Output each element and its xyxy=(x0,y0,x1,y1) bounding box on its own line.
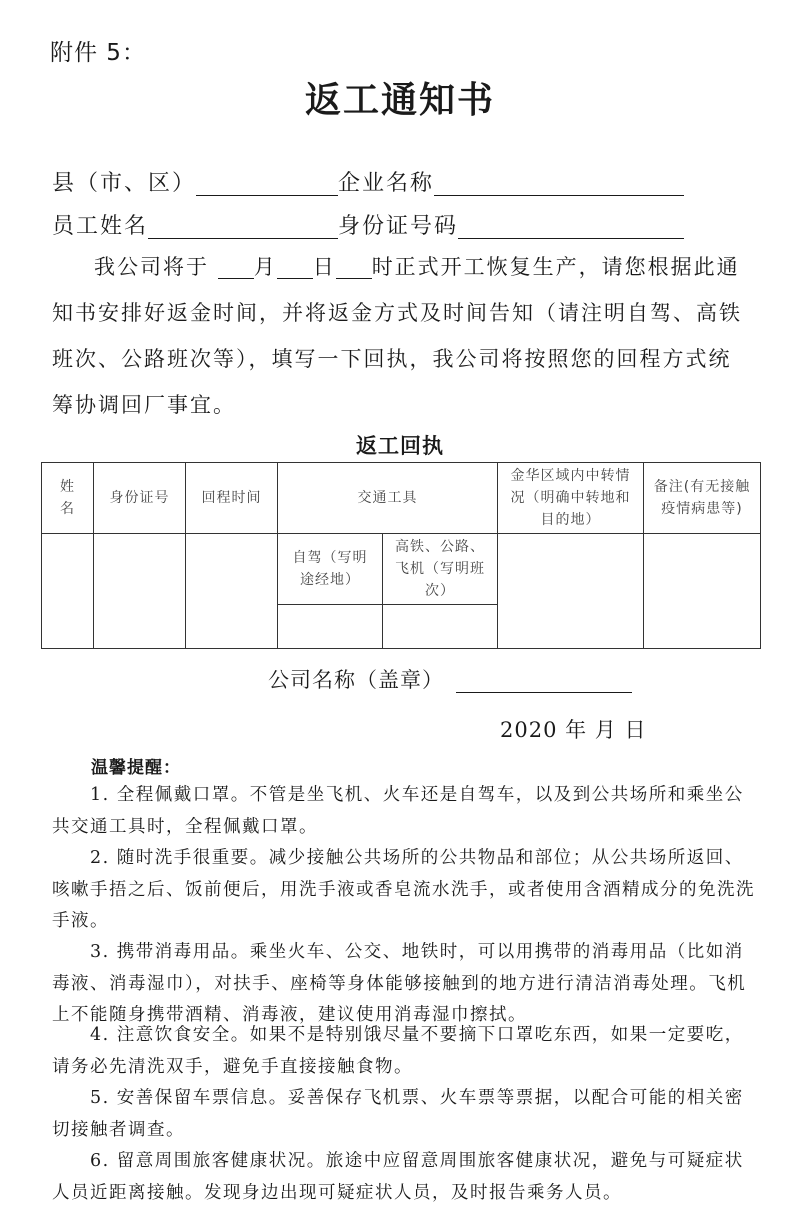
cell-transfer[interactable] xyxy=(498,534,644,649)
day-label: 日 xyxy=(312,255,336,279)
notice-intro: 我公司将于 xyxy=(94,255,209,279)
document-title: 返工通知书 xyxy=(304,79,495,121)
form-row-1 xyxy=(52,166,684,197)
county-label: 县（市、区） xyxy=(52,171,197,196)
header-transport: 交通工具 xyxy=(278,463,498,534)
signature-date: 2020 年 月 日 xyxy=(500,718,647,742)
tip-item: 5. 安善保留车票信息。妥善保存飞机票、火车票等票据，以配合可能的相关密切接触者调查。 xyxy=(52,1088,744,1140)
employee-label: 员工姓名 xyxy=(52,214,149,239)
tip-item: 6. 留意周围旅客健康状况。旅途中应留意周围旅客健康状况，避免与可疑症状人员近距离接触。发现身边出现可疑症状人员，及时报告乘务人员。 xyxy=(52,1151,744,1203)
subheader-rail-road-air: 高铁、公路、飞机（写明班次） xyxy=(383,534,498,605)
id-field[interactable] xyxy=(458,214,684,239)
tips-heading: 温馨提醒： xyxy=(91,758,181,778)
subheader-self-drive: 自驾（写明途经地） xyxy=(278,534,383,605)
tip-item: 4. 注意饮食安全。如果不是特别饿尽量不要摘下口罩吃东西，如果一定要吃，请务必先清洗双手，避免手直接接触食物。 xyxy=(52,1025,744,1077)
header-id: 身份证号 xyxy=(94,463,186,534)
receipt-title: 返工回执 xyxy=(356,434,444,458)
tip-item: 2. 随时洗手很重要。减少接触公共场所的公共物品和部位；从公共场所返回、咳嗽手捂之后、饭前便后，用洗手液或香皂流水洗手，或者使用含酒精成分的免洗洗手液。 xyxy=(52,848,755,931)
id-label: 身份证号码 xyxy=(338,214,459,239)
form-row-2 xyxy=(52,209,684,240)
company-stamp-row xyxy=(268,664,632,694)
notice-body: 时正式开工恢复生产，请您根据此通知书安排好返金时间，并将返金方式及时间告知（请注明自驾、高铁班次、公路班次等），填写一下回执，我公司将按照您的回程方式统筹协调回厂事宜。 xyxy=(52,255,742,417)
company-stamp-label: 公司名称（盖章） xyxy=(268,668,444,692)
cell-id[interactable] xyxy=(94,534,186,649)
cell-self-drive[interactable] xyxy=(278,605,383,649)
header-return-time: 回程时间 xyxy=(186,463,278,534)
cell-name[interactable] xyxy=(42,534,94,649)
company-stamp-field[interactable] xyxy=(456,668,632,693)
header-name: 姓名 xyxy=(42,463,94,534)
notice-paragraph xyxy=(52,244,752,428)
company-label: 企业名称 xyxy=(338,171,435,196)
cell-remarks[interactable] xyxy=(644,534,761,649)
day-blank[interactable] xyxy=(277,256,313,279)
cell-rail-road-air[interactable] xyxy=(383,605,498,649)
tip-item: 1. 全程佩戴口罩。不管是坐飞机、火车还是自驾车，以及到公共场所和乘坐公共交通工具时，全程佩戴口罩。 xyxy=(52,785,744,837)
tip-item: 3. 携带消毒用品。乘坐火车、公交、地铁时，可以用携带的消毒用品（比如消毒液、消毒湿巾），对扶手、座椅等身体能够接触到的地方进行清洁消毒处理。飞机上不能随身携带酒精、消毒液，建议使用消毒湿巾擦拭。 xyxy=(52,942,747,1025)
company-field[interactable] xyxy=(434,171,684,196)
attachment-label: 附件 5： xyxy=(50,40,146,66)
receipt-table xyxy=(41,462,761,649)
header-transfer: 金华区域内中转情况（明确中转地和目的地） xyxy=(498,463,644,534)
month-blank[interactable] xyxy=(218,256,254,279)
employee-field[interactable] xyxy=(148,214,338,239)
header-remarks: 备注(有无接触疫情病患等) xyxy=(644,463,761,534)
cell-return-time[interactable] xyxy=(186,534,278,649)
county-field[interactable] xyxy=(196,171,338,196)
month-label: 月 xyxy=(253,255,277,279)
hour-blank[interactable] xyxy=(336,256,372,279)
